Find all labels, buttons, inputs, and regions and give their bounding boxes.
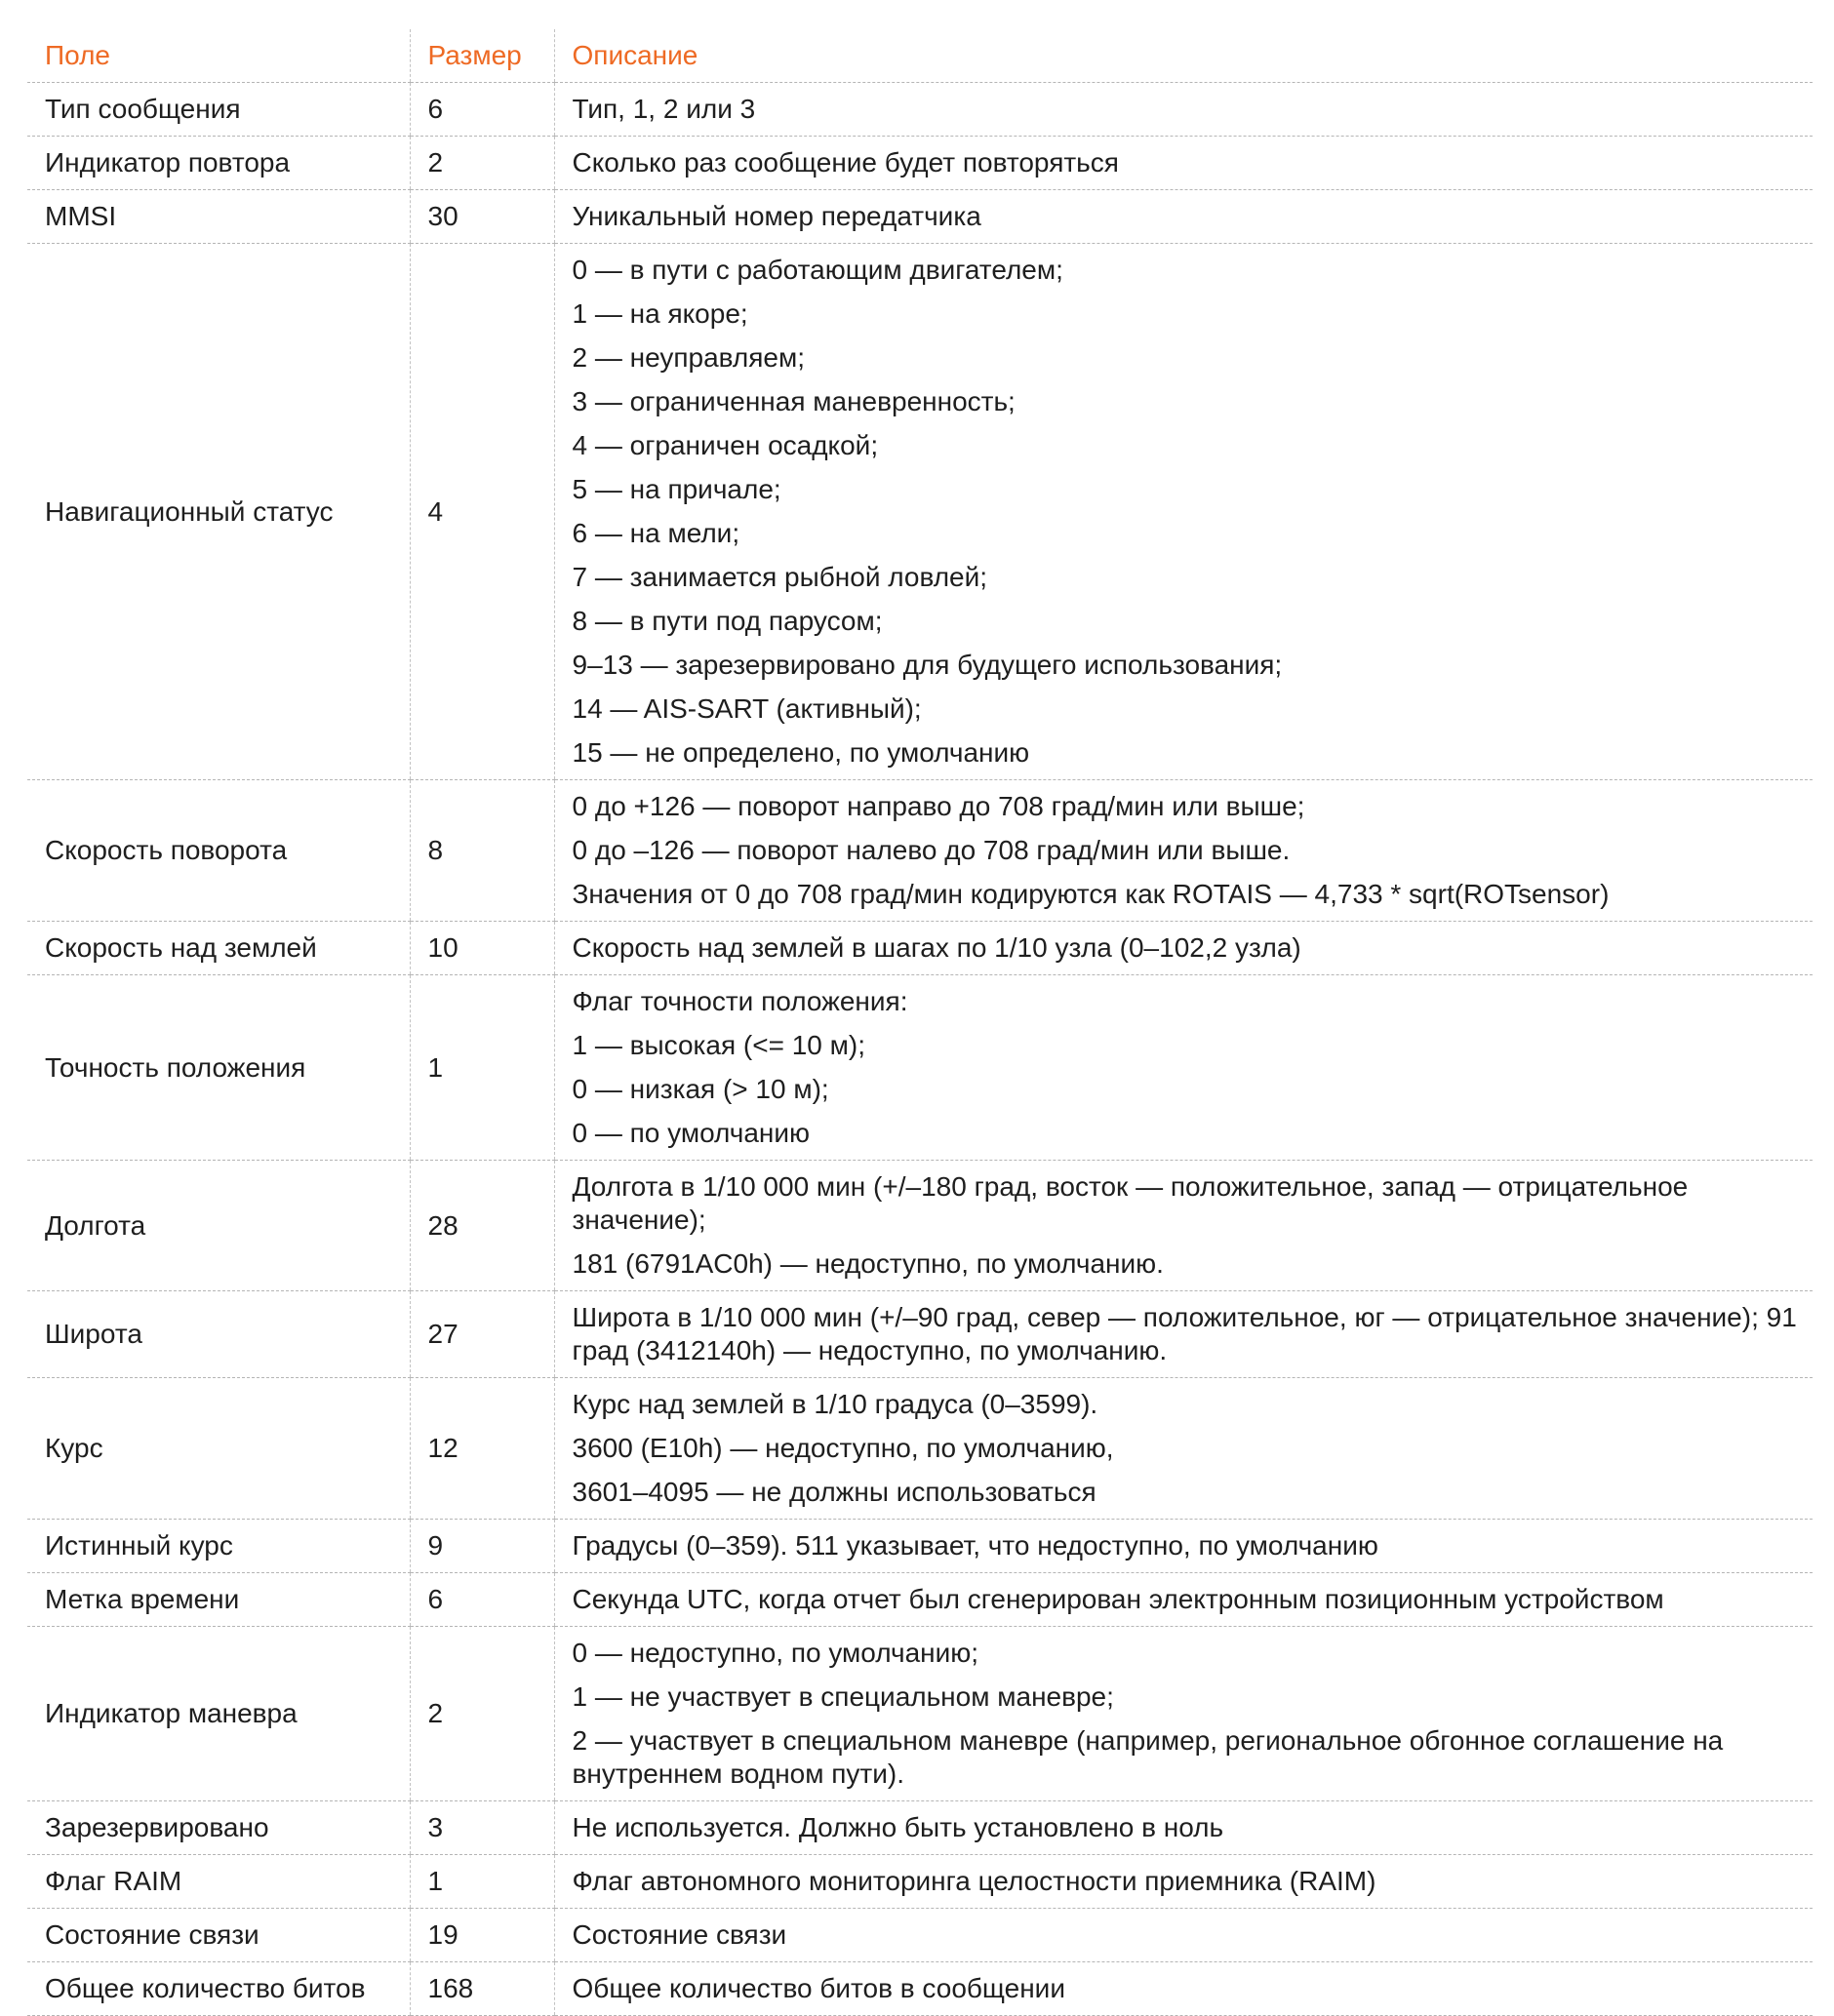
description-line: Не используется. Должно быть установлено в ноль [572, 1812, 1224, 1842]
field-size-cell: 8 [410, 780, 554, 922]
field-size-cell: 2 [410, 1627, 554, 1801]
field-size-cell: 2 [410, 137, 554, 190]
description-line: Флаг точности положения: [572, 986, 908, 1016]
table-row [27, 1962, 1813, 2016]
field-size-cell: 4 [410, 244, 554, 780]
description-line: Состояние связи [572, 1919, 787, 1950]
field-name-cell: Зарезервировано [27, 1801, 410, 1855]
field-size-cell: 1 [410, 975, 554, 1161]
field-description-cell [554, 1909, 1813, 1962]
field-name-cell: MMSI [27, 190, 410, 244]
field-size-cell: 6 [410, 1573, 554, 1627]
description-line: Флаг автономного мониторинга целостности приемника (RAIM) [572, 1866, 1376, 1896]
field-name-cell: Скорость поворота [27, 780, 410, 922]
description-line: 0 — в пути с работающим двигателем; [572, 255, 1063, 285]
description-line: 0 до +126 — поворот направо до 708 град/мин или выше; [572, 791, 1305, 821]
field-size-cell: 12 [410, 1378, 554, 1520]
description-line: 0 — по умолчанию [572, 1118, 811, 1148]
field-name-cell: Флаг RAIM [27, 1855, 410, 1909]
field-description-cell [554, 244, 1813, 780]
field-size-cell: 9 [410, 1520, 554, 1573]
ais-message-fields-table [27, 29, 1813, 2016]
field-description-cell [554, 1378, 1813, 1520]
field-size-cell: 27 [410, 1291, 554, 1378]
description-line: Общее количество битов в сообщении [572, 1973, 1065, 2003]
field-description-cell [554, 1855, 1813, 1909]
field-description-cell [554, 1520, 1813, 1573]
description-line: Долгота в 1/10 000 мин (+/–180 град, восток — положительное, запад — отрицательное значение); [572, 1171, 1689, 1235]
field-name-cell: Долгота [27, 1161, 410, 1291]
description-line: Скорость над землей в шагах по 1/10 узла (0–102,2 узла) [572, 932, 1301, 963]
description-line: 3 — ограниченная маневренность; [572, 386, 1016, 416]
description-line: Тип, 1, 2 или 3 [572, 94, 756, 124]
description-line: 1 — высокая (<= 10 м); [572, 1030, 865, 1060]
description-line: 9–13 — зарезервировано для будущего использования; [572, 650, 1283, 680]
field-name-cell: Точность положения [27, 975, 410, 1161]
table-row [27, 975, 1813, 1161]
field-size-cell: 30 [410, 190, 554, 244]
table-row [27, 1909, 1813, 1962]
field-description-cell [554, 1627, 1813, 1801]
table-row [27, 137, 1813, 190]
description-line: 1 — не участвует в специальном маневре; [572, 1681, 1114, 1712]
field-name-cell: Общее количество битов [27, 1962, 410, 2016]
table-row [27, 922, 1813, 975]
field-name-cell: Тип сообщения [27, 83, 410, 137]
description-line: 3600 (E10h) — недоступно, по умолчанию, [572, 1433, 1114, 1463]
description-line: 6 — на мели; [572, 518, 740, 548]
field-name-cell: Индикатор повтора [27, 137, 410, 190]
description-line: Сколько раз сообщение будет повторяться [572, 147, 1119, 178]
table-header-row [27, 29, 1813, 83]
table-row [27, 1378, 1813, 1520]
table-row [27, 1627, 1813, 1801]
field-name-cell: Широта [27, 1291, 410, 1378]
field-name-cell: Индикатор маневра [27, 1627, 410, 1801]
table-row [27, 1291, 1813, 1378]
description-line: Уникальный номер передатчика [572, 201, 981, 231]
field-size-cell: 6 [410, 83, 554, 137]
table-row [27, 780, 1813, 922]
description-line: 0 — недоступно, по умолчанию; [572, 1638, 979, 1668]
field-description-cell [554, 83, 1813, 137]
table-row [27, 1161, 1813, 1291]
description-line: 8 — в пути под парусом; [572, 606, 883, 636]
field-size-cell: 19 [410, 1909, 554, 1962]
field-name-cell: Метка времени [27, 1573, 410, 1627]
description-line: 0 — низкая (> 10 м); [572, 1074, 829, 1104]
description-line: 5 — на причале; [572, 474, 781, 504]
field-name-cell: Состояние связи [27, 1909, 410, 1962]
table-row [27, 190, 1813, 244]
field-description-cell [554, 1573, 1813, 1627]
field-size-cell: 28 [410, 1161, 554, 1291]
field-description-cell [554, 780, 1813, 922]
description-line: Секунда UTC, когда отчет был сгенерирован электронным позиционным устройством [572, 1584, 1664, 1614]
description-line: Широта в 1/10 000 мин (+/–90 град, север — положительное, юг — отрицательное значение); 91 град (3412140h) — недоступно, по умолчанию. [572, 1302, 1797, 1365]
description-line: 7 — занимается рыбной ловлей; [572, 562, 988, 592]
field-size-cell: 1 [410, 1855, 554, 1909]
description-line: Курс над землей в 1/10 градуса (0–3599). [572, 1389, 1098, 1419]
description-line: Значения от 0 до 708 град/мин кодируются как ROTAIS — 4,733 * sqrt(ROTsensor) [572, 879, 1610, 909]
field-size-cell: 168 [410, 1962, 554, 2016]
field-description-cell [554, 975, 1813, 1161]
header-description: Описание [554, 29, 1813, 83]
header-size: Размер [410, 29, 554, 83]
description-line: Градусы (0–359). 511 указывает, что недоступно, по умолчанию [572, 1530, 1378, 1561]
description-line: 2 — участвует в специальном маневре (например, региональное обгонное соглашение на внутреннем водном пути). [572, 1725, 1724, 1789]
table-row [27, 244, 1813, 780]
field-size-cell: 3 [410, 1801, 554, 1855]
field-name-cell: Курс [27, 1378, 410, 1520]
field-name-cell: Скорость над землей [27, 922, 410, 975]
table-row [27, 1801, 1813, 1855]
description-line: 0 до –126 — поворот налево до 708 град/мин или выше. [572, 835, 1291, 865]
table-row [27, 1573, 1813, 1627]
field-name-cell: Истинный курс [27, 1520, 410, 1573]
field-description-cell [554, 137, 1813, 190]
table-body [27, 83, 1813, 2016]
field-name-cell: Навигационный статус [27, 244, 410, 780]
table-row [27, 83, 1813, 137]
description-line: 1 — на якоре; [572, 298, 748, 329]
field-description-cell [554, 1161, 1813, 1291]
header-field: Поле [27, 29, 410, 83]
field-description-cell [554, 1962, 1813, 2016]
description-line: 3601–4095 — не должны использоваться [572, 1477, 1096, 1507]
field-description-cell [554, 922, 1813, 975]
description-line: 4 — ограничен осадкой; [572, 430, 879, 460]
field-description-cell [554, 1291, 1813, 1378]
field-description-cell [554, 1801, 1813, 1855]
table-row [27, 1855, 1813, 1909]
field-description-cell [554, 190, 1813, 244]
field-size-cell: 10 [410, 922, 554, 975]
description-line: 2 — неуправляем; [572, 342, 805, 373]
description-line: 181 (6791AC0h) — недоступно, по умолчанию. [572, 1248, 1164, 1279]
description-line: 15 — не определено, по умолчанию [572, 737, 1030, 768]
table-row [27, 1520, 1813, 1573]
description-line: 14 — AIS-SART (активный); [572, 693, 922, 724]
